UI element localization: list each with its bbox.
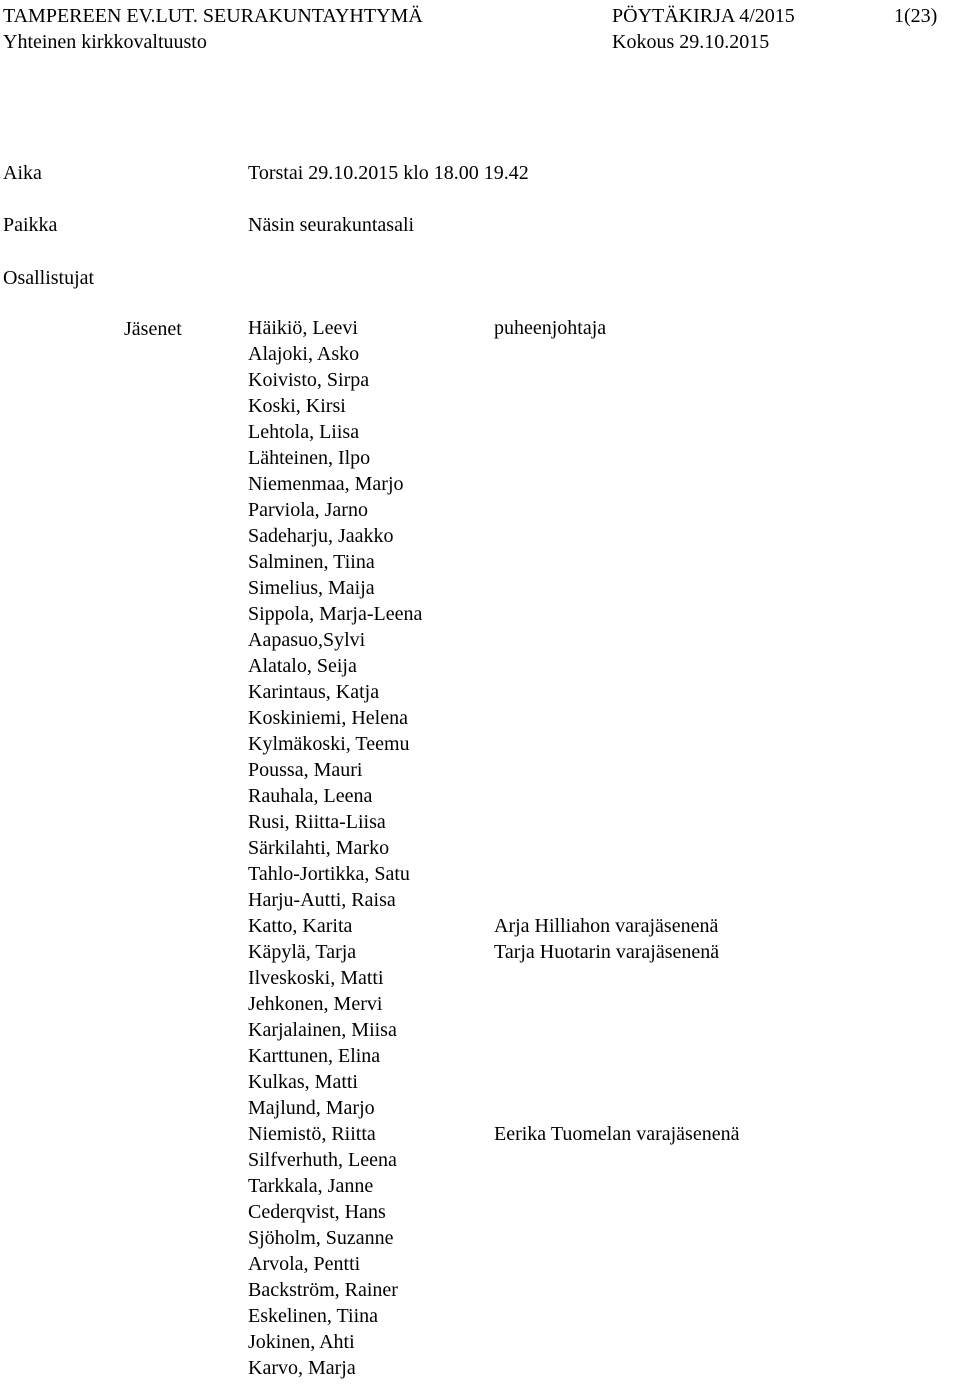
member-name: Niemenmaa, Marjo — [248, 473, 404, 495]
member-name: Salminen, Tiina — [248, 551, 375, 573]
member-name: Karjalainen, Miisa — [248, 1019, 397, 1041]
member-name: Poussa, Mauri — [248, 759, 363, 781]
member-row — [248, 601, 422, 627]
member-row — [248, 471, 422, 497]
member-list — [248, 315, 740, 1381]
member-role-note: Eerika Tuomelan varajäsenenä — [494, 1123, 740, 1145]
member-row — [248, 1251, 422, 1277]
member-name: Lähteinen, Ilpo — [248, 447, 371, 469]
place-value: Näsin seurakuntasali — [248, 214, 415, 236]
member-name: Tahlo-Jortikka, Satu — [248, 863, 410, 885]
member-row — [248, 549, 422, 575]
minutes-number: PÖYTÄKIRJA 4/2015 — [612, 5, 795, 27]
member-row — [248, 757, 422, 783]
member-role-note: Arja Hilliahon varajäsenenä — [494, 915, 719, 937]
member-row — [248, 1095, 422, 1121]
member-name: Eskelinen, Tiina — [248, 1305, 379, 1327]
member-row — [248, 913, 719, 939]
member-row — [248, 1199, 422, 1225]
member-row — [248, 809, 422, 835]
member-name: Lehtola, Liisa — [248, 421, 360, 443]
member-row — [248, 731, 422, 757]
member-row — [248, 1121, 740, 1147]
time-value: Torstai 29.10.2015 klo 18.00 19.42 — [248, 162, 529, 184]
time-label: Aika — [3, 162, 42, 184]
member-row — [248, 1277, 422, 1303]
member-name: Koskiniemi, Helena — [248, 707, 408, 729]
member-row — [248, 939, 720, 965]
member-name: Niemistö, Riitta — [248, 1123, 376, 1145]
members-label: Jäsenet — [124, 318, 182, 340]
member-name: Sadeharju, Jaakko — [248, 525, 394, 547]
member-name: Silfverhuth, Leena — [248, 1149, 397, 1171]
member-row — [248, 835, 422, 861]
meeting-date: Kokous 29.10.2015 — [612, 31, 770, 53]
member-name: Rauhala, Leena — [248, 785, 373, 807]
member-name: Häikiö, Leevi — [248, 317, 358, 339]
participants-label: Osallistujat — [3, 267, 95, 289]
member-row — [248, 1069, 422, 1095]
member-row — [248, 627, 422, 653]
member-row — [248, 991, 422, 1017]
member-name: Alajoki, Asko — [248, 343, 360, 365]
member-row — [248, 1017, 422, 1043]
member-row — [248, 679, 422, 705]
member-name: Koivisto, Sirpa — [248, 369, 370, 391]
member-name: Majlund, Marjo — [248, 1097, 375, 1119]
place-label: Paikka — [3, 214, 58, 236]
member-row — [248, 315, 607, 341]
member-row — [248, 1355, 422, 1381]
member-name: Karintaus, Katja — [248, 681, 380, 703]
member-name: Käpylä, Tarja — [248, 941, 357, 963]
member-name: Karttunen, Elina — [248, 1045, 381, 1067]
member-row — [248, 341, 422, 367]
member-row — [248, 575, 422, 601]
member-name: Aapasuo,Sylvi — [248, 629, 366, 651]
member-row — [248, 419, 422, 445]
member-row — [248, 705, 422, 731]
member-row — [248, 1303, 422, 1329]
member-name: Koski, Kirsi — [248, 395, 346, 417]
member-row — [248, 887, 422, 913]
page-number: 1(23) — [894, 5, 938, 27]
member-row — [248, 393, 422, 419]
member-row — [248, 497, 422, 523]
member-row — [248, 1173, 422, 1199]
member-row — [248, 1147, 422, 1173]
member-name: Jokinen, Ahti — [248, 1331, 355, 1353]
member-name: Sippola, Marja-Leena — [248, 603, 423, 625]
member-row — [248, 1225, 422, 1251]
member-name: Tarkkala, Janne — [248, 1175, 374, 1197]
member-name: Kylmäkoski, Teemu — [248, 733, 410, 755]
member-name: Arvola, Pentti — [248, 1253, 361, 1275]
member-name: Simelius, Maija — [248, 577, 375, 599]
member-name: Sjöholm, Suzanne — [248, 1227, 394, 1249]
member-name: Cederqvist, Hans — [248, 1201, 386, 1223]
member-name: Alatalo, Seija — [248, 655, 357, 677]
member-name: Jehkonen, Mervi — [248, 993, 383, 1015]
member-row — [248, 965, 422, 991]
member-row — [248, 1329, 422, 1355]
member-row — [248, 783, 422, 809]
member-name: Ilveskoski, Matti — [248, 967, 384, 989]
member-row — [248, 367, 422, 393]
member-name: Backström, Rainer — [248, 1279, 398, 1301]
member-role-note: puheenjohtaja — [494, 317, 607, 339]
member-row — [248, 1043, 422, 1069]
member-role-note: Tarja Huotarin varajäsenenä — [494, 941, 720, 963]
member-row — [248, 445, 422, 471]
member-name: Karvo, Marja — [248, 1357, 356, 1379]
member-row — [248, 653, 422, 679]
member-name: Katto, Karita — [248, 915, 353, 937]
member-row — [248, 523, 422, 549]
member-name: Parviola, Jarno — [248, 499, 368, 521]
organization-name: TAMPEREEN EV.LUT. SEURAKUNTAYHTYMÄ — [3, 5, 423, 27]
governing-body: Yhteinen kirkkovaltuusto — [3, 31, 207, 53]
member-name: Särkilahti, Marko — [248, 837, 390, 859]
member-name: Rusi, Riitta-Liisa — [248, 811, 386, 833]
member-name: Kulkas, Matti — [248, 1071, 358, 1093]
member-name: Harju-Autti, Raisa — [248, 889, 396, 911]
member-row — [248, 861, 422, 887]
